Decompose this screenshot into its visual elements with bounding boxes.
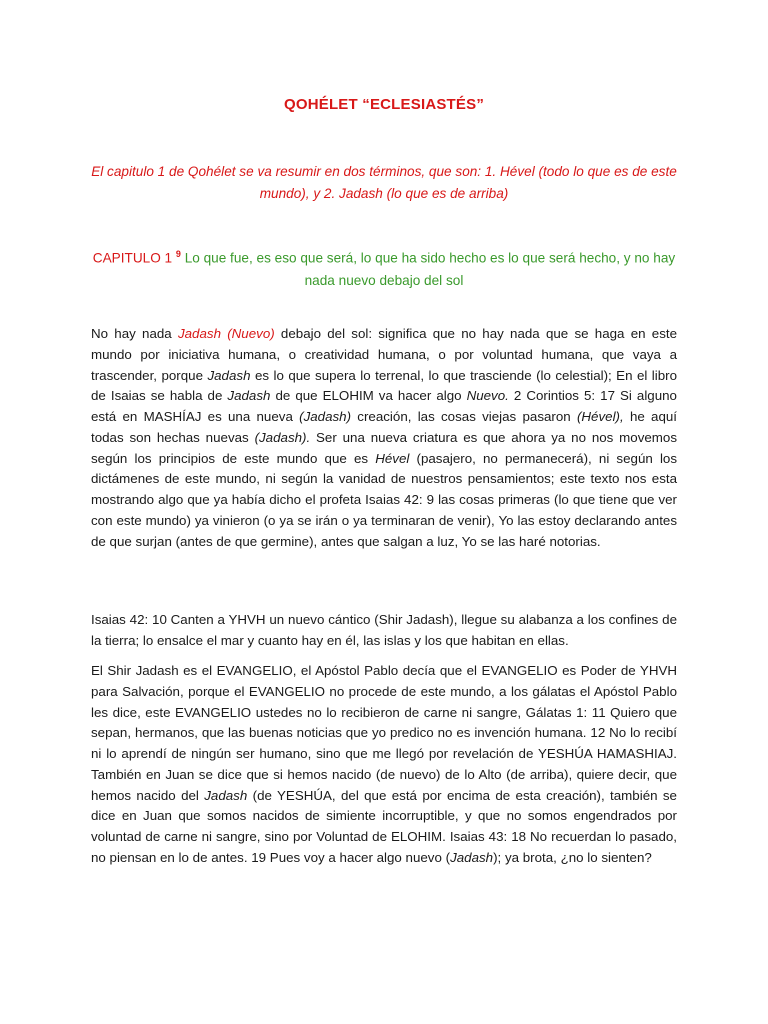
intro-paragraph: El capitulo 1 de Qohélet se va resumir en dos términos, que son: 1. Hével (todo lo que es de este mundo), y 2. Jadash (lo que es de arriba) (91, 164, 677, 201)
emphasis-term: (Jadash) (299, 409, 352, 424)
emphasis-term: (Jadash). (254, 429, 311, 445)
emphasis-term: Jadash (450, 849, 494, 865)
emphasis-term: Jadash (227, 388, 271, 404)
text-run: No hay nada (91, 326, 178, 341)
emphasis-term: Hével (375, 450, 410, 466)
emphasis-term: Jadash (Nuevo) (177, 326, 275, 341)
text-run: es lo que supera lo terrenal, lo que trasciende (lo celestial); En el libro de Isaias se habla de (91, 367, 677, 404)
text-run: El Shir Jadash es el EVANGELIO, el Apóstol Pablo decía que el EVANGELIO es Poder de YHVH para Salvación, porque el EVANGELIO no procede de este mundo, a los gálatas el Apóstol Pablo les dice, este EVANGELIO ustedes no lo recibieron de carne ni sangre, Gálatas 1: 11 Quiero que sepan, hermanos, que las buenas noticias que yo predico no es invención humana. 12 No lo recibí ni lo aprendí de ningún ser humano, sino que me llegó por revelación de YESHÚA HAMASHIAJ. También en Juan se dice que si hemos nacido (de nuevo) de lo Alto (de arriba), quiere decir, que hemos nacido del (91, 663, 677, 803)
chapter-label: CAPITULO 1 (92, 250, 173, 266)
text-run: 2 Corintios 5: 17 Si alguno está en MASHÍAJ es una nueva (91, 388, 677, 424)
body-paragraph-2: Isaias 42: 10 Canten a YHVH un nuevo cántico (Shir Jadash), llegue su alabanza a los confines de la tierra; lo ensalce el mar y cuanto hay en él, las islas y los que habitan en ellas. (91, 612, 677, 648)
text-run: (de YESHÚA, del que está por encima de esta creación), también se dice en Juan que somos nacidos de simiente incorruptible, y que no somos engendrados por voluntad de carne ni sangre, sino por Voluntad de ELOHIM. Isaias 43: 18 No recuerdan lo pasado, no piensan en lo de antes. 19 Pues voy a hacer algo nuevo ( (91, 787, 677, 865)
body-paragraph-3 (91, 661, 677, 869)
text-run: he aquí todas son hechas nuevas (91, 409, 678, 445)
text-run: ); ya brota, ¿no lo sienten? (493, 849, 652, 865)
verse-text: Lo que fue, es eso que será, lo que ha sido hecho es lo que será hecho, y no hay nada nuevo debajo del sol (184, 250, 676, 288)
document-title: QOHÉLET “ECLESIASTÉS” (283, 96, 485, 113)
emphasis-term: Jadash (204, 787, 248, 803)
chapter-heading (90, 243, 678, 292)
text-run: creación, las cosas viejas pasaron (351, 409, 577, 424)
emphasis-term: Jadash (207, 367, 251, 383)
text-run: Ser una nueva criatura es que ahora ya no nos movemos según los principios de este mundo que es (91, 429, 678, 466)
verse-number: 9 (175, 249, 181, 259)
body-paragraph-1 (91, 324, 677, 552)
text-run: de que ELOHIM va hacer algo (270, 388, 467, 404)
text-run: (pasajero, no permanecerá), ni según los dictámenes de este mundo, ni según la vanidad de nuestros pensamientos; este texto nos esta mostrando algo que ya había dicho el profeta Isaias 42: 9 las cosas primeras (lo que tiene que ver con este mundo) ya vinieron (o ya se irán o ya terminaran de venir), Yo las estoy declarando antes de que surjan (antes de que germine), antes que salgan a luz, Yo se las haré notorias. (91, 450, 677, 549)
text-run: debajo del sol: significa que no hay nada que se haga en este mundo por iniciativa humana, o creatividad humana, o por voluntad humana, que vaya a trascender, porque (91, 326, 677, 383)
emphasis-term: Nuevo. (466, 388, 509, 404)
emphasis-term: (Hével), (576, 409, 624, 424)
